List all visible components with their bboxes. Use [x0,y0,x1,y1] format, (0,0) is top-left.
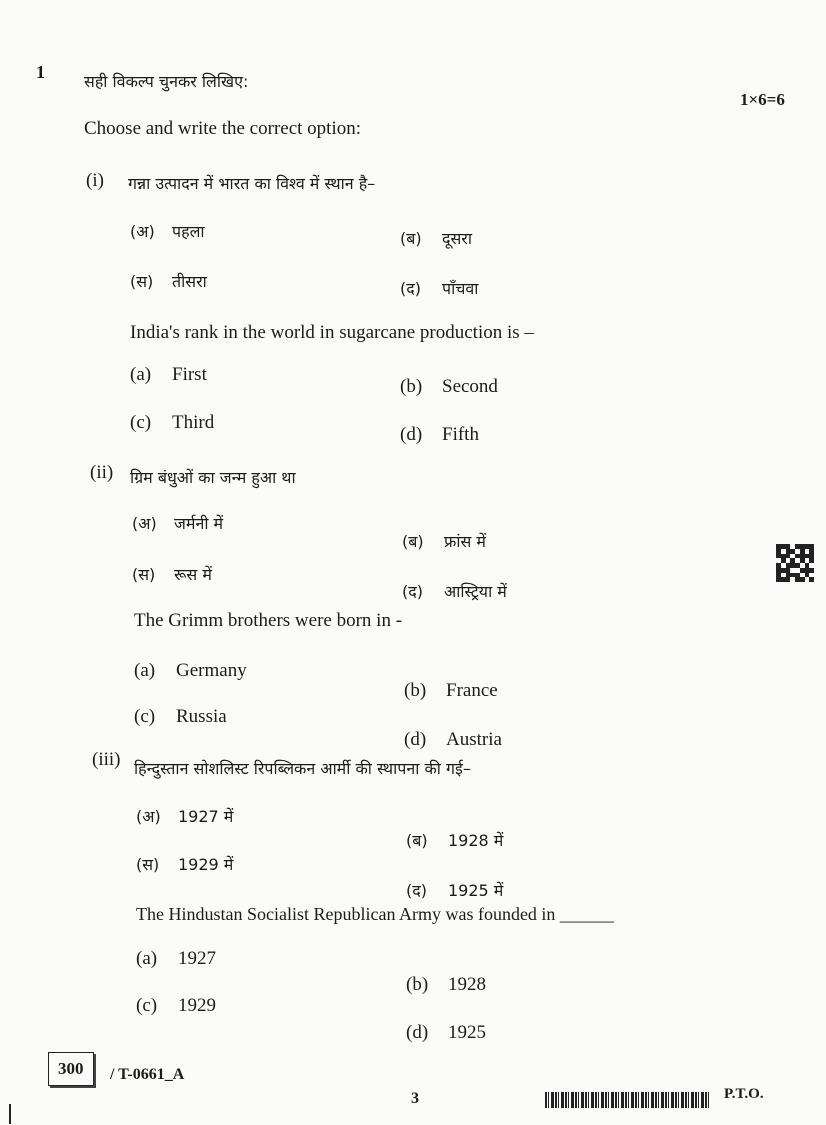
page-number: 3 [411,1090,419,1107]
q3-hindi-option-b: (ब) 1928 में [406,831,504,850]
q1-hindi-option-a: (अ) पहला [130,222,205,241]
q3-hindi-option-d: (द) 1925 में [406,881,504,900]
footer-box-number: 300 [48,1052,94,1086]
q3-hindi-option-a: (अ) 1927 में [136,807,234,826]
q2-english-option-b: (b) France [404,680,498,701]
marks-label: 1×6=6 [740,90,785,109]
hindi-instruction: सही विकल्प चुनकर लिखिए: [84,72,249,91]
q3-english-text: The Hindustan Socialist Republican Army was founded in ______ [136,904,614,924]
q1-english-text: India's rank in the world in sugarcane production is – [130,322,534,343]
q3-number: (iii) [92,749,121,770]
q1-english-option-c: (c) Third [130,412,215,433]
barcode-icon [545,1092,711,1108]
q3-hindi-option-c: (स) 1929 में [136,855,234,874]
q2-english-option-d: (d) Austria [404,729,502,750]
q3-hindi-text: हिन्दुस्तान सोशलिस्ट रिपब्लिकन आर्मी की स्थापना की गई– [134,759,471,778]
q2-hindi-text: ग्रिम बंधुओं का जन्म हुआ था [130,468,296,487]
q2-number: (ii) [90,462,114,483]
q1-hindi-option-b: (ब) दूसरा [400,229,473,248]
q1-english-option-a: (a) First [130,364,207,385]
q2-hindi-option-b: (ब) फ्रांस में [402,532,486,551]
qr-code-icon [776,544,814,582]
q1-hindi-option-d: (द) पाँचवा [400,279,479,298]
q1-english-option-b: (b) Second [400,376,498,397]
q3-english-option-b: (b) 1928 [406,974,486,995]
question-number: 1 [36,62,45,82]
q2-hindi-option-d: (द) आस्ट्रिया में [402,582,507,601]
q2-hindi-option-a: (अ) जर्मनी में [132,514,224,533]
q1-english-option-d: (d) Fifth [400,424,479,445]
q2-hindi-option-c: (स) रूस में [132,565,212,584]
q2-english-option-a: (a) Germany [134,660,247,681]
edge-mark [9,1104,11,1124]
q3-english-option-a: (a) 1927 [136,948,216,969]
q2-english-text: The Grimm brothers were born in - [134,610,403,631]
q3-english-option-d: (d) 1925 [406,1022,486,1043]
pto-label: P.T.O. [724,1086,764,1102]
footer-paper-code: / T-0661_A [110,1066,185,1083]
q1-hindi-option-c: (स) तीसरा [130,272,207,291]
q2-english-option-c: (c) Russia [134,706,227,727]
english-instruction: Choose and write the correct option: [84,118,362,139]
q3-english-option-c: (c) 1929 [136,995,216,1016]
q1-number: (i) [86,170,104,191]
q1-hindi-text: गन्ना उत्पादन में भारत का विश्व में स्थान है– [128,174,376,193]
